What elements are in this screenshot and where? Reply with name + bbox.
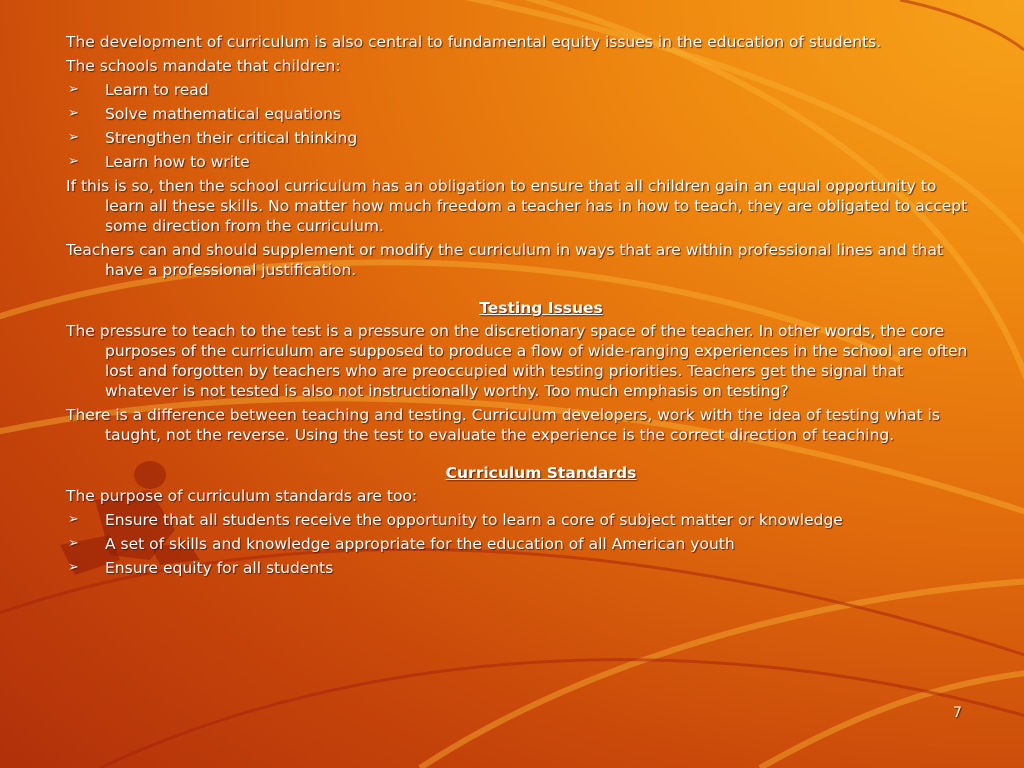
testing-issues-heading: Testing Issues: [479, 299, 603, 317]
arrow-bullet-icon: ➢: [68, 512, 79, 527]
arrow-bullet-icon: ➢: [68, 154, 79, 169]
arrow-bullet-icon: ➢: [68, 82, 79, 97]
paragraph-mandate: The schools mandate that children:: [66, 57, 341, 75]
list-item: [66, 534, 976, 554]
bullet-text: Learn to read: [105, 81, 209, 99]
paragraph-supplement: Teachers can and should supplement or modify the curriculum in ways that are within professional lines and that have a professional justification.: [66, 241, 944, 279]
arrow-bullet-icon: ➢: [68, 130, 79, 145]
arrow-bullet-icon: ➢: [68, 106, 79, 121]
paragraph-standards-intro: The purpose of curriculum standards are too:: [66, 487, 418, 505]
bullet-text: Ensure equity for all students: [105, 559, 334, 577]
bullet-text: Strengthen their critical thinking: [105, 129, 358, 147]
bullet-text: Ensure that all students receive the opportunity to learn a core of subject matter or knowledge: [105, 511, 843, 529]
bullet-text: Solve mathematical equations: [105, 105, 341, 123]
paragraph-equity: The development of curriculum is also central to fundamental equity issues in the education of students.: [66, 33, 882, 51]
arrow-bullet-icon: ➢: [68, 536, 79, 551]
paragraph-test-pressure: The pressure to teach to the test is a pressure on the discretionary space of the teacher. In other words, the core purposes of the curriculum are supposed to produce a flow of wide-ranging experiences in the school are often lost and forgotten by teachers who are preoccupied with testing priorities. Teachers get the signal that whatever is not tested is also not instructionally worthy. Too much emphasis on testing?: [66, 322, 968, 400]
bullet-text: A set of skills and knowledge appropriate for the education of all American youth: [105, 535, 735, 553]
paragraph-obligation: If this is so, then the school curriculum has an obligation to ensure that all children gain an equal opportunity to learn all these skills. No matter how much freedom a teacher has in how to teach, they are obligated to accept some direction from the curriculum.: [66, 177, 968, 235]
list-item: [66, 80, 976, 100]
page-number: 7: [953, 705, 962, 721]
list-item: [66, 128, 976, 148]
arrow-bullet-icon: ➢: [68, 560, 79, 575]
list-item: [66, 558, 976, 578]
list-item: [66, 152, 976, 172]
paragraph-teaching-vs-testing: There is a difference between teaching and testing. Curriculum developers, work with the idea of testing what is taught, not the reverse. Using the test to evaluate the experience is the correct direction of teaching.: [66, 406, 940, 444]
list-item: [66, 104, 976, 124]
list-item: [66, 510, 976, 530]
curriculum-standards-heading: Curriculum Standards: [445, 464, 637, 482]
bullet-text: Learn how to write: [105, 153, 250, 171]
slide-body: [66, 32, 976, 582]
